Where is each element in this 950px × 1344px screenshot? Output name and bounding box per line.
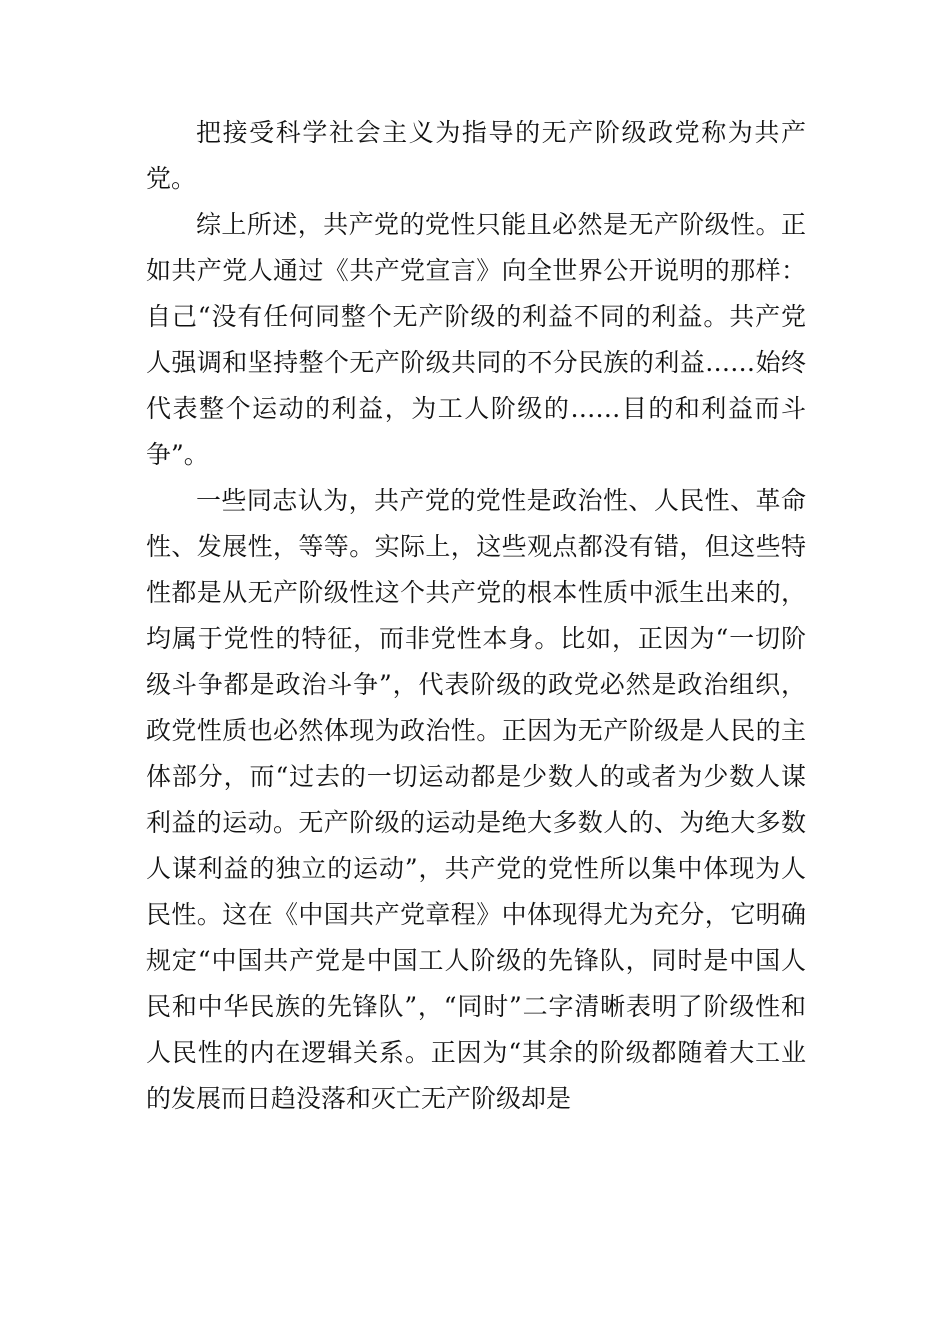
paragraph-1: 把接受科学社会主义为指导的无产阶级政党称为共产党。 <box>146 118 806 193</box>
paragraph-2: 综上所述，共产党的党性只能且必然是无产阶级性。正如共产党人通过《共产党宣言》向全世界公开说明的那样：自己“没有任何同整个无产阶级的利益不同的利益。共产党人强调和坚持整个无产阶级共同的不分民族的利益……始终代表整个运动的利益，为工人阶级的……目的和利益而斗争”。 <box>146 210 806 469</box>
document-body <box>146 110 806 1122</box>
paragraph-3: 一些同志认为，共产党的党性是政治性、人民性、革命性、发展性，等等。实际上，这些观点都没有错，但这些特性都是从无产阶级性这个共产党的根本性质中派生出来的，均属于党性的特征，而非党性本身。比如，正因为“一切阶级斗争都是政治斗争”，代表阶级的政党必然是政治组织，政党性质也必然体现为政治性。正因为无产阶级是人民的主体部分，而“过去的一切运动都是少数人的或者为少数人谋利益的运动。无产阶级的运动是绝大多数人的、为绝大多数人谋利益的独立的运动”，共产党的党性所以集中体现为人民性。这在《中国共产党章程》中体现得尤为充分，它明确规定“中国共产党是中国工人阶级的先锋队，同时是中国人民和中华民族的先锋队”，“同时”二字清晰表明了阶级性和人民性的内在逻辑关系。正因为“其余的阶级都随着大工业的发展而日趋没落和灭亡无产阶级却是 <box>146 486 806 1113</box>
